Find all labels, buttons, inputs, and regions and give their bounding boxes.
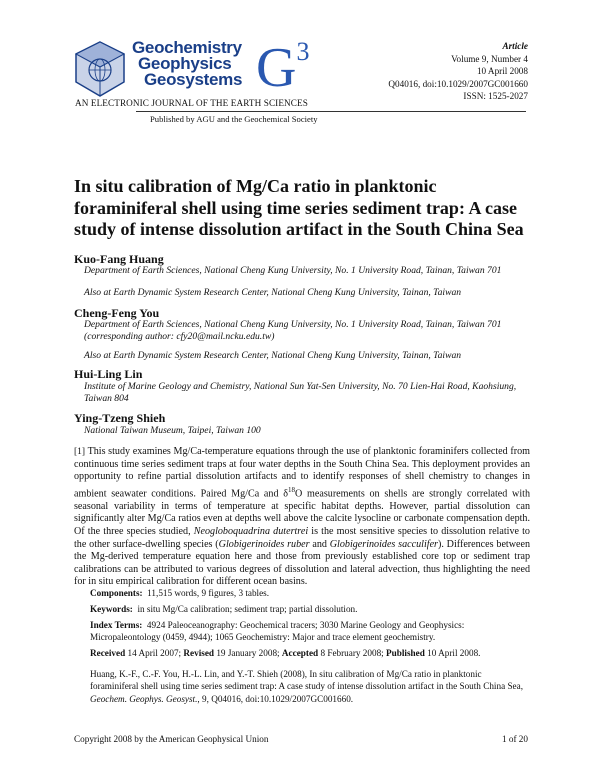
article-type: Article <box>502 41 528 51</box>
article-meta <box>388 40 528 103</box>
paper-title: In situ calibration of Mg/Ca ratio in planktonic foraminiferal shell using time series sediment trap: A case study of intense dissolution artifact in the South China Sea <box>74 176 524 239</box>
page-number: 1 of 20 <box>501 734 528 744</box>
author-affiliation: Department of Earth Sciences, National Cheng Kung University, No. 1 University Road, Tainan, Taiwan 701 <box>84 319 502 330</box>
author-affiliation: Department of Earth Sciences, National Cheng Kung University, No. 1 University Road, Tainan, Taiwan 701 <box>84 265 502 276</box>
header-divider <box>136 111 526 112</box>
cube-logo-icon <box>74 40 126 98</box>
journal-tagline: AN ELECTRONIC JOURNAL OF THE EARTH SCIENCES <box>75 98 308 108</box>
publication-date: 10 April 2008 <box>476 66 528 76</box>
volume-number: Volume 9, Number 4 <box>451 53 528 64</box>
author-name: Ying-Tzeng Shieh <box>74 411 166 425</box>
author-affiliation: Institute of Marine Geology and Chemistry, National Sun Yat-Sen University, No. 70 Lien-Hai Road, Kaohsiung, <box>84 381 517 392</box>
author-affiliation: Taiwan 804 <box>84 393 129 404</box>
dates-field: Received 14 April 2007; Revised 19 January 2008; Accepted 8 February 2008; Published 10 April 2008. <box>90 648 481 658</box>
g3-mark: $G^3$ <box>256 37 310 99</box>
issn: ISSN: 1525-2027 <box>463 91 528 101</box>
author-name: Kuo-Fang Huang <box>74 252 164 266</box>
publisher-line: Published by AGU and the Geochemical Society <box>150 114 318 124</box>
index-terms-field: Index Terms: 4924 Paleoceanography: Geochemical tracers; 3030 Marine Geology and Geophysics: Micropaleontology (0459, 4944); 1065 Geochemistry: Major and trace element geochemistry. <box>90 620 465 643</box>
components-field: Components: 11,515 words, 9 figures, 3 tables. <box>90 588 270 598</box>
journal-name: Geochemistry Geophysics Geosystems <box>132 38 243 89</box>
copyright: Copyright 2008 by the American Geophysical Union <box>74 734 269 744</box>
author-affiliation: National Taiwan Museum, Taipei, Taiwan 100 <box>84 425 261 436</box>
corresponding-author: (corresponding author: cfy20@mail.ncku.edu.tw) <box>84 331 275 342</box>
author-affiliation: Also at Earth Dynamic System Research Center, National Cheng Kung University, Tainan, Taiwan <box>84 350 462 361</box>
abstract: [1] This study examines Mg/Ca-temperature equations through the use of planktonic foraminifers collected from continuous time series sediment traps at four water depths in the South China Sea. This deployment provides an opportunity to refine partial dissolution artifacts and to identify responses of shell chemistry to changes in ambient seawater conditions. Paired Mg/Ca and $\delta^{18}O$ measurements on shells are strongly correlated with seasonal variability in terms of temperature at specific habitat depths. However, partial dissolution can significantly alter Mg/Ca ratios even at depths well above the calcite lysocline or carbonate compensation depth. Of the three species studied, Neogloboquadrina dutertrei is the most sensitive species to dissolution relative to the other surface-dwelling species (Globigerinoides ruber and Globigerinoides sacculifer). Differences between the Mg-derived temperature equation here and those from previously established core top or sediment trap calibrations can be attributed to various degrees of dissolution and lateral advection, thus highlighting the need for in situ empirical calibration for different ocean basins. <box>74 446 531 588</box>
author-name: Cheng-Feng You <box>74 306 160 320</box>
author-affiliation: Also at Earth Dynamic System Research Center, National Cheng Kung University, Tainan, Taiwan <box>84 287 462 298</box>
doi: Q04016, doi:10.1029/2007GC001660 <box>388 78 528 89</box>
citation: Huang, K.-F., C.-F. You, H.-L. Lin, and Y.-T. Shieh (2008), In situ calibration of Mg/Ca ratio in planktonic foraminiferal shell using time series sediment trap: A case study of intense dissolution artifact in the South China Sea, Geochem. Geophys. Geosyst., 9, Q04016, doi:10.1029/2007GC001660. <box>90 669 523 704</box>
author-name: Hui-Ling Lin <box>74 367 143 381</box>
keywords-field: Keywords: in situ Mg/Ca calibration; sediment trap; partial dissolution. <box>90 604 358 614</box>
